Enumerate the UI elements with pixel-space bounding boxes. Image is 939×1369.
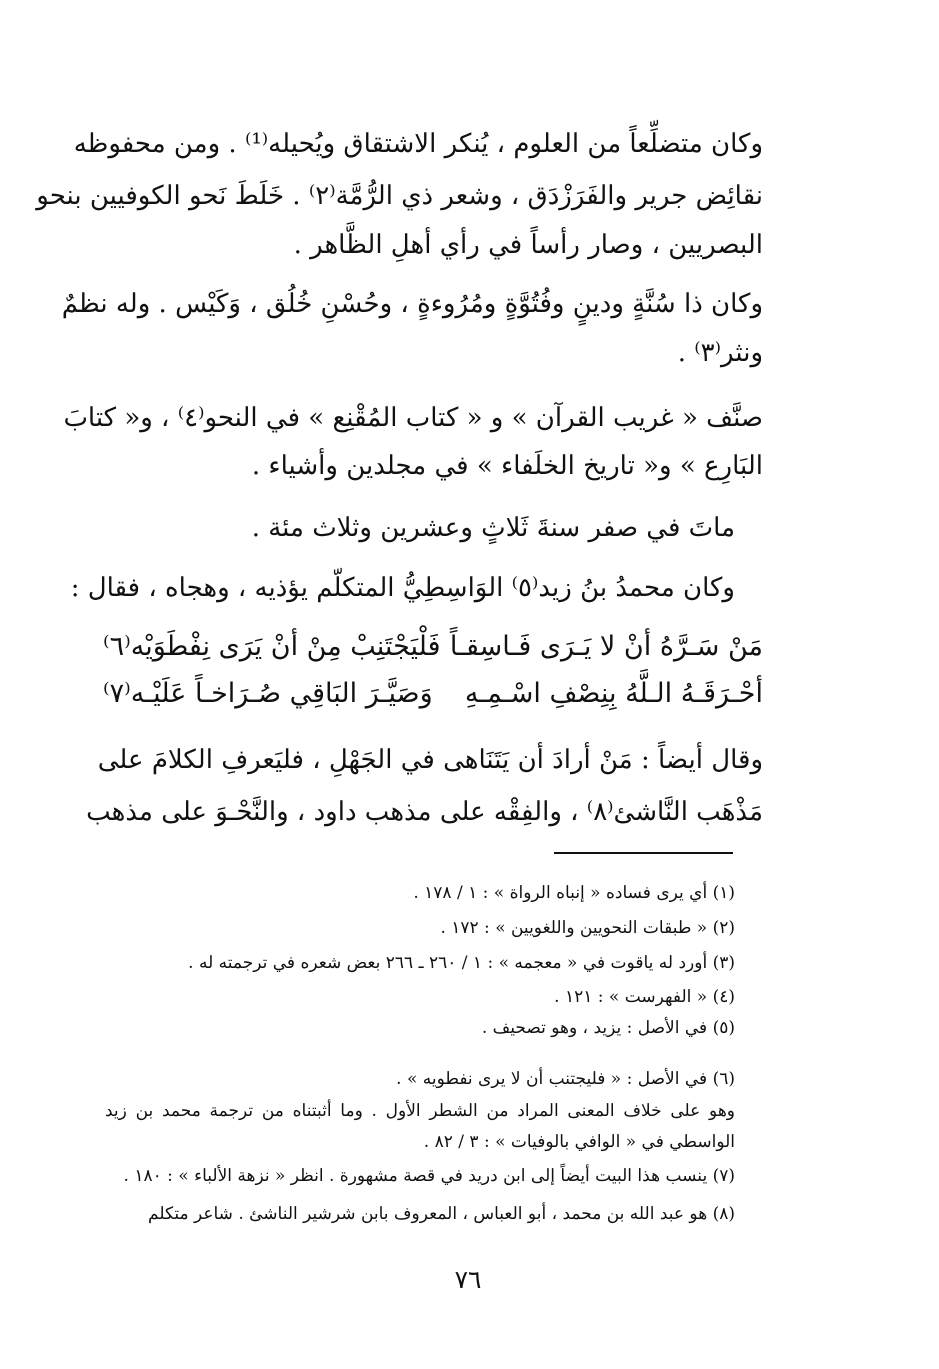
footnote-1: (١) أي يرى فساده « إنباه الرواة » : ١ / ١٧٨ . — [413, 883, 735, 903]
body-line-2: نقائِض جرير والفَرَزْدَق ، وشعر ذي الرُّمَّة⁽٢⁾ . خَلَطَ نَحو الكوفيين بنحو — [36, 181, 763, 211]
verse-2-second-hemistich: وَصَيَّـرَ البَاقِي صُـرَاخـاً عَلَيْـه⁽٧⁾ — [103, 678, 433, 709]
footnote-8: (٨) هو عبد الله بن محمد ، أبو العباس ، المعروف بابن شرشير الناشئ . شاعر متكلم — [148, 1204, 735, 1224]
verse-2-first-hemistich: أحْـرَقَـهُ الـلَّهُ بِنِصْفِ اسْـمِـهِ — [464, 678, 763, 709]
body-line-9: وكان محمدُ بنُ زيد⁽٥⁾ الوَاسِطِيُّ المتكلّم يؤذيه ، وهجاه ، فقال : — [70, 573, 735, 603]
body-line-7: البَارِع » و« تاريخ الخلَفاء » في مجلدين وأشياء . — [251, 451, 763, 481]
body-line-8: ماتَ في صفر سنةَ ثَلاثٍ وعشرين وثلاث مئة . — [251, 513, 735, 543]
footnote-5: (٥) في الأصل : يزيد ، وهو تصحيف . — [481, 1018, 735, 1038]
footnote-6-continuation-2: الواسطي في « الوافي بالوفيات » : ٣ / ٨٢ . — [423, 1132, 735, 1152]
body-line-4: وكان ذا سُنَّةٍ ودينٍ وفُتُوَّةٍ ومُرُوءةٍ ، وحُسْنِ خُلُق ، وَكَيْس . وله نظمٌ — [61, 289, 763, 319]
footnote-4: (٤) « الفهرست » : ١٢١ . — [554, 987, 735, 1007]
body-line-10: وقال أيضاً : مَنْ أرادَ أن يَتَنَاهى في الجَهْلِ ، فليَعرفِ الكلامَ على — [97, 745, 763, 775]
footnote-6: (٦) في الأصل : « فليجتنب أن لا يرى نفطويه » . — [396, 1069, 735, 1089]
verse-1-second-hemistich: فَلْيَجْتَنِبْ مِنْ أنْ يَرَى نِفْطَوَيْه⁽٦⁾ — [103, 631, 441, 662]
footnote-3: (٣) أورد له ياقوت في « معجمه » : ١ / ٢٦٠ ـ ٢٦٦ بعض شعره في ترجمته له . — [188, 953, 735, 973]
footnote-divider — [554, 852, 733, 854]
footnote-6-continuation-1: وهو على خلاف المعنى المراد من الشطر الأول . وما أثبتناه من ترجمة محمد بن زيد — [105, 1101, 735, 1121]
page-number: ٧٦ — [454, 1265, 482, 1294]
footnote-2: (٢) « طبقات النحويين واللغويين » : ١٧٢ . — [440, 918, 735, 938]
body-line-5: ونثر⁽٣⁾ . — [677, 338, 763, 368]
body-line-1: وكان متضلِّعاً من العلوم ، يُنكر الاشتقاق ويُحيله⁽¹⁾ . ومن محفوظه — [73, 129, 763, 159]
body-line-6: صنَّف « غريب القرآن » و « كتاب المُقْنِع » في النحو⁽٤⁾ ، و« كتابَ — [63, 403, 763, 433]
footnote-7: (٧) ينسب هذا البيت أيضاً إلى ابن دريد في قصة مشهورة . انظر « نزهة الألباء » : ١٨٠ . — [123, 1166, 735, 1186]
body-line-11: مَذْهَب النَّاشئ⁽٨⁾ ، والفِقْه على مذهب داود ، والنَّحْـوَ على مذهب — [86, 797, 763, 827]
body-line-3: البصريين ، وصار رأساً في رأي أهلِ الظَّاهر . — [293, 230, 763, 260]
verse-1-first-hemistich: مَنْ سَـرَّهُ أنْ لا يَـرَى فَـاسِقـاً — [449, 631, 763, 662]
